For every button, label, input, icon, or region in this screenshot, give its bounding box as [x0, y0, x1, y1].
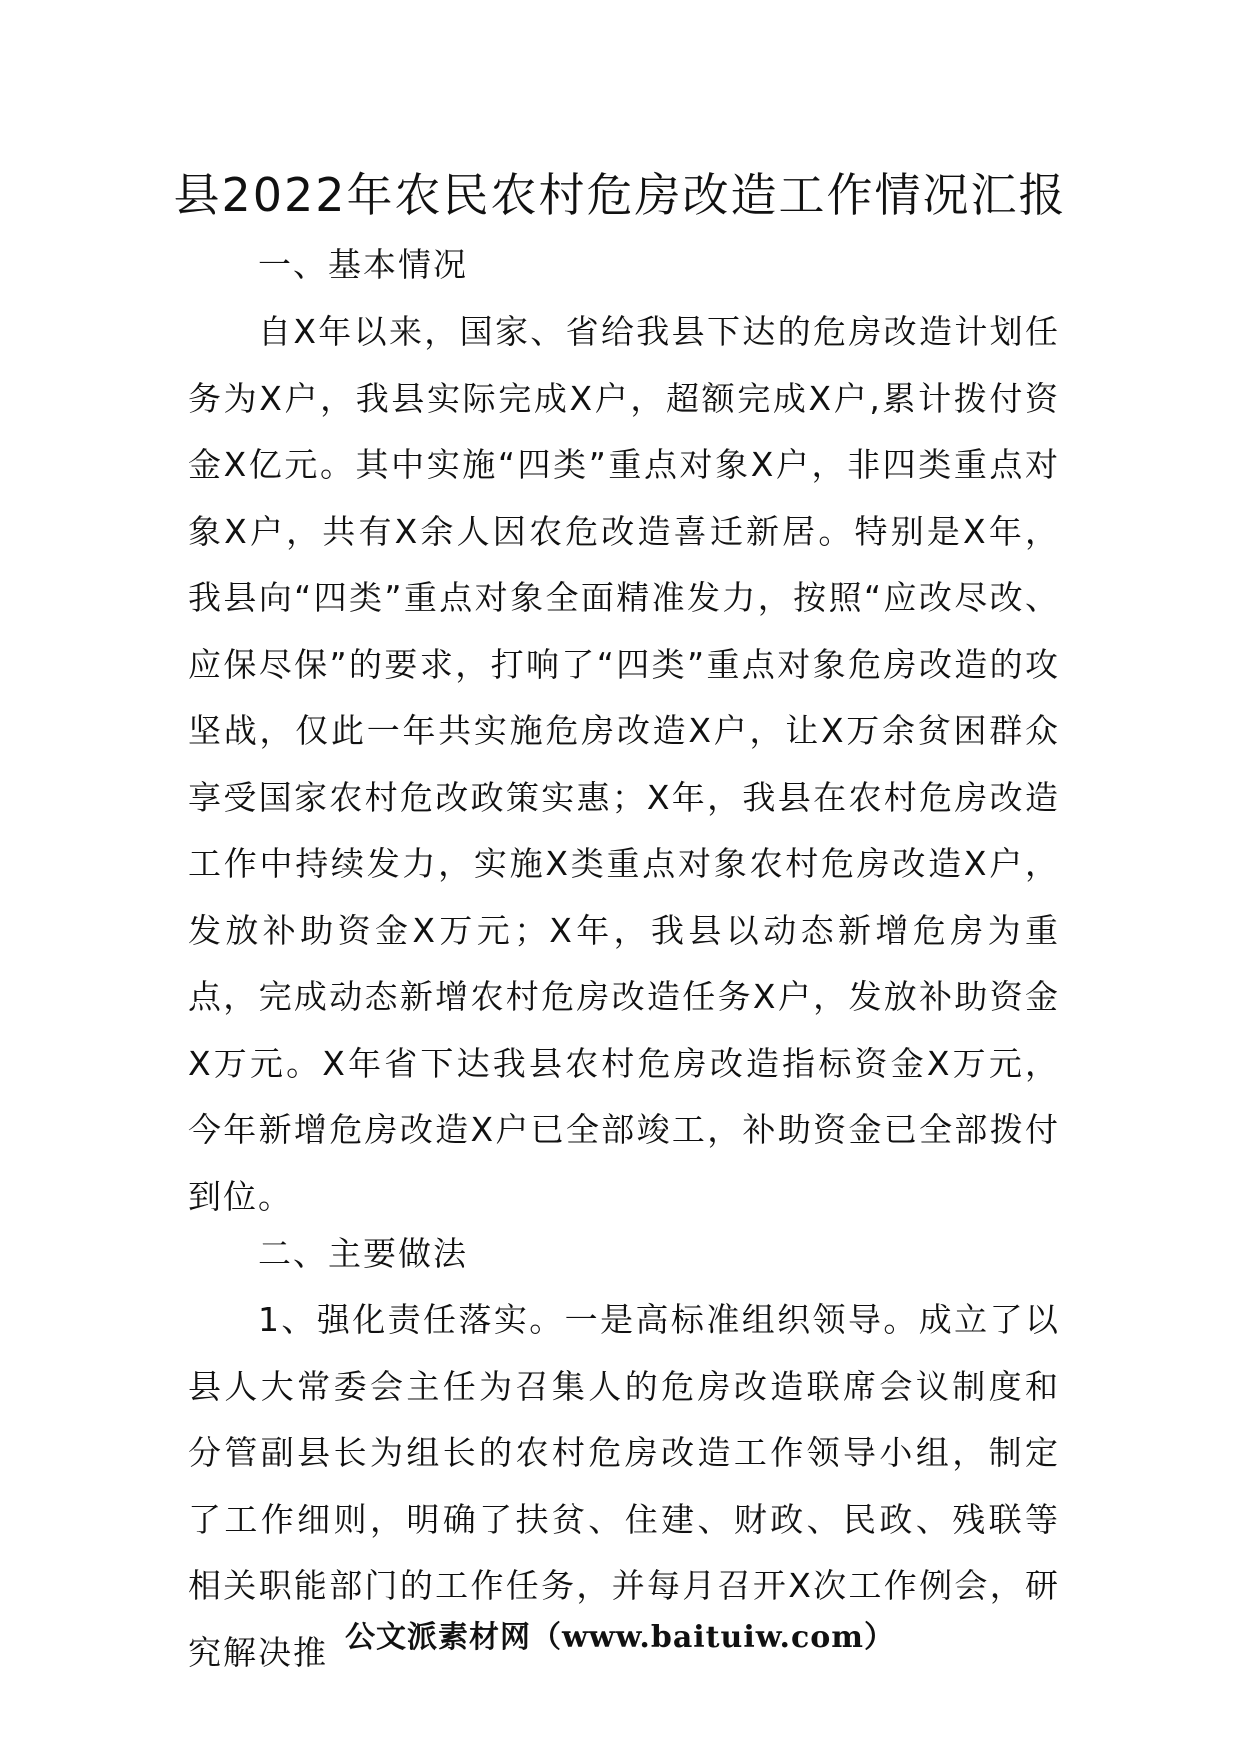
section-heading-main-practices: 二、主要做法	[258, 1234, 468, 1273]
section-paragraph-main-practices: 1、强化责任落实。一是高标准组织领导。成立了以县人大常委会主任为召集人的危房改造联席会议制度和分管副县长为组长的农村危房改造工作领导小组，制定了工作细则，明确了扶贫、住建、财政、民政、残联等相关职能部门的工作任务，并每月召开X次工作例会，研究解决推	[188, 1300, 1060, 1672]
section-paragraph-basic-situation: 自X年以来，国家、省给我县下达的危房改造计划任务为X户，我县实际完成X户，超额完成X户,累计拨付资金X亿元。其中实施“四类”重点对象X户，非四类重点对象X户，共有X余人因农危改造喜迁新居。特别是X年，我县向“四类”重点对象全面精准发力，按照“应改尽改、应保尽保”的要求，打响了“四类”重点对象危房改造的攻坚战，仅此一年共实施危房改造X户，让X万余贫困群众享受国家农村危改政策实惠；X年，我县在农村危房改造工作中持续发力，实施X类重点对象农村危房改造X户，发放补助资金X万元；X年，我县以动态新增危房为重点，完成动态新增农村危房改造任务X户，发放补助资金X万元。X年省下达我县农村危房改造指标资金X万元，今年新增危房改造X户已全部竣工，补助资金已全部拨付到位。	[188, 312, 1060, 1216]
document-title: 县2022年农民农村危房改造工作情况汇报	[173, 168, 1067, 222]
section-heading-basic-situation: 一、基本情况	[258, 245, 468, 284]
footer-watermark: 公文派素材网（www.baituiw.com）	[344, 1620, 896, 1655]
